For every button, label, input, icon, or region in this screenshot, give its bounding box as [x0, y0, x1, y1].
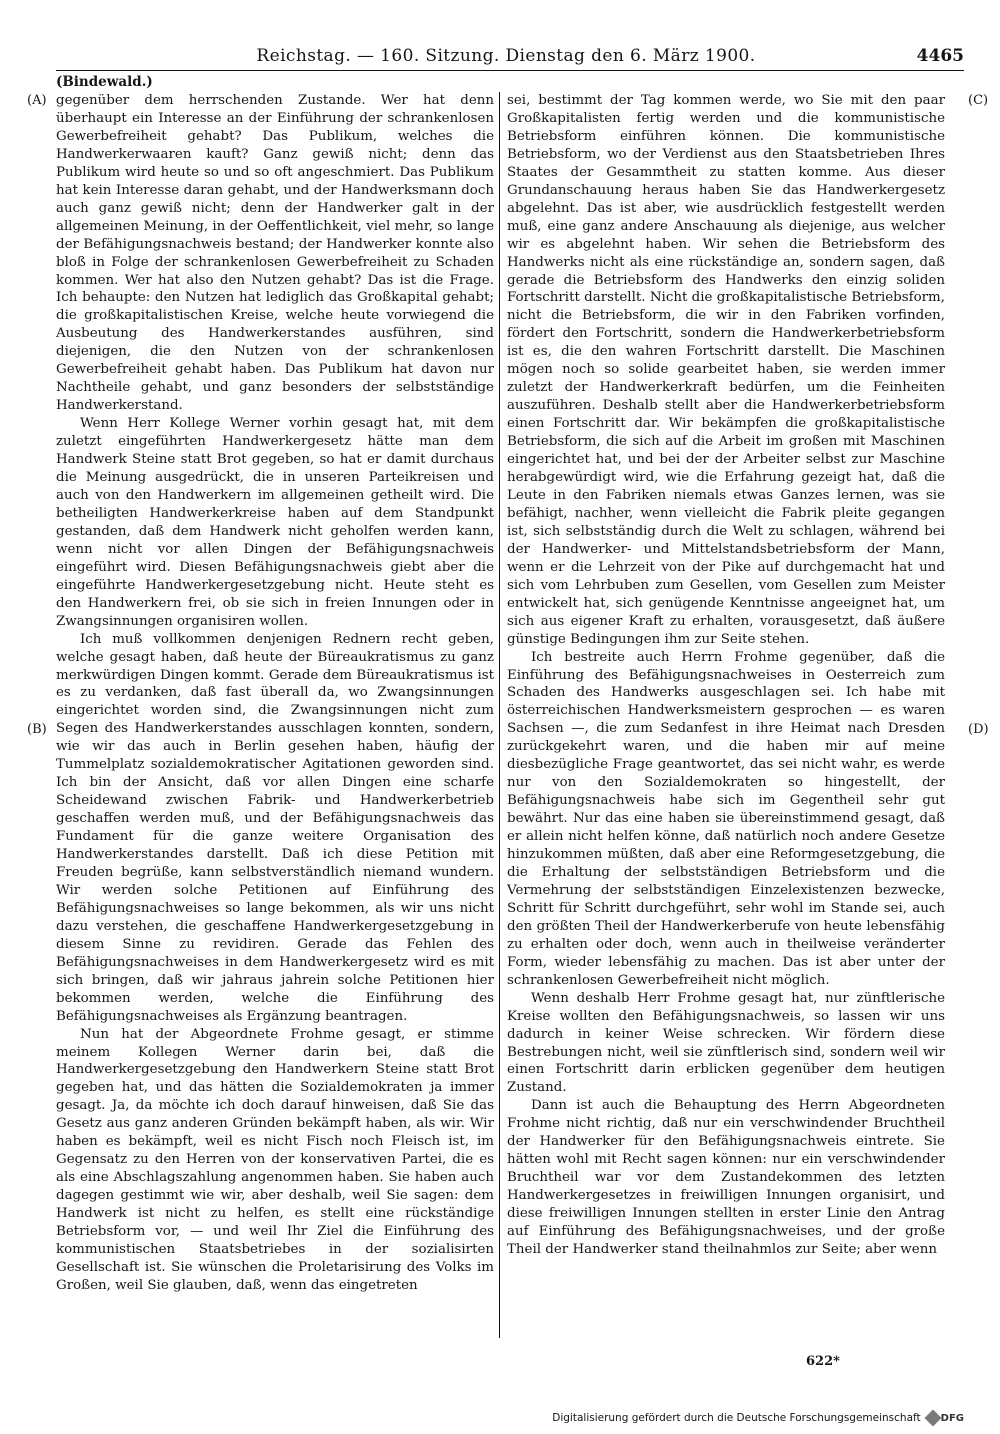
paragraph: Ich bestreite auch Herrn Frohme gegenüber, daß die Einführung des Befähigungsnachweises in Oesterreich zum Schaden des Handwerks ausgeschlagen sei. Ich habe mit österreichischen Handwerksmeistern gesprochen — es waren Sachsen —, die zum Sedanfest in ihre Heimat nach Dresden zurückgekehrt waren, und die haben mir auf meine diesbezügliche Frage geantwortet, das sei nicht wahr, es werde nur von den Sozialdemokraten so hingestellt, der Befähigungsnachweis habe sich im Gegentheil sehr gut bewährt. Nur das eine haben sie übereinstimmend gesagt, daß er allein nicht helfen könne, daß natürlich noch andere Gesetze hinzukommen müßten, daß aber eine Reformgesetzgebung, die die Erhaltung der selbstständigen Betriebsform und die Vermehrung der selbstständigen Einzelexistenzen bezwecke, Schritt für Schritt durchgeführt, sehr wohl im Stande sei, auch den größten Theil der Handwerkerberufe von heute lebensfähig zu erhalten oder doch, wenn auch in theilweise veränderter Form, wieder lebensfähig zu machen. Das ist aber unter der schrankenlosen Gewerbefreiheit nicht möglich. [507, 649, 945, 988]
paragraph: Wenn Herr Kollege Werner vorhin gesagt hat, mit dem zuletzt eingeführten Handwerkergesetz hätte man dem Handwerk Steine statt Brot gegeben, so hat er damit durchaus die Meinung ausgedrückt, die in unseren Parteikreisen und auch von den Handwerkern im allgemeinen getheilt wird. Die betheiligten Handwerkerkreise haben auf dem Standpunkt gestanden, daß dem Handwerk nicht geholfen werden kann, wenn nicht vor allen Dingen der Befähigungsnachweis eingeführt wird. Diesen Befähigungsnachweis giebt aber die eingeführte Handwerkergesetzgebung nicht. Heute steht es den Handwerkern frei, ob sie sich in freien Innungen oder in Zwangsinnungen organisiren wollen. [56, 416, 494, 629]
margin-marker-d: (D) [968, 722, 989, 737]
margin-marker-a: (A) [27, 93, 47, 108]
right-column [507, 92, 945, 1328]
header-title: Reichstag. — 160. Sitzung. Dienstag den 6. März 1900. [256, 46, 756, 66]
dfg-logo-text: DFG [940, 1412, 964, 1424]
margin-marker-b: (B) [27, 722, 47, 737]
signature-mark: 622* [806, 1354, 840, 1369]
digitization-credit [552, 1412, 964, 1424]
paragraph: Dann ist auch die Behauptung des Herrn Abgeordneten Frohme nicht richtig, daß nur ein verschwindender Bruchtheil der Handwerker für den Befähigungsnachweis eintrete. Sie hätten wohl mit Recht sagen können: nur ein verschwindender Bruchtheil war vor dem Zustandekommen des letzten Handwerkergesetzes in freiwilligen Innungen organisirt, und diese freiwilligen Innungen stellten in erster Linie den Antrag auf Einführung des Befähigungsnachweises, und der große Theil der Handwerker stand theilnahmlos zur Seite; aber wenn [507, 1098, 945, 1257]
credit-text: Digitalisierung gefördert durch die Deutsche Forschungsgemeinschaft [552, 1412, 921, 1424]
paragraph: gegenüber dem herrschenden Zustande. Wer hat denn überhaupt ein Interesse an der Einführung der schrankenlosen Gewerbefreiheit gehabt? Das Publikum, welches die Handwerkerwaaren kauft? Ganz gewiß nicht; denn das Publikum wird heute so und so oft angeschmiert. Das Publikum hat kein Interesse daran gehabt, und der Handwerksmann doch auch ganz gewiß nicht; denn der Handwerker galt in der allgemeinen Meinung, in der Oeffentlichkeit, viel mehr, so lange der Befähigungsnachweis bestand; der Handwerker konnte also bloß in Folge der schrankenlosen Gewerbefreiheit zu Schaden kommen. Wer hat also den Nutzen gehabt? Das ist die Frage. Ich behaupte: den Nutzen hat lediglich das Großkapital gehabt; die großkapitalistischen Kreise, welche heute vorwiegend die Ausbeutung des Handwerkerstandes ausführen, sind diejenigen, die den Nutzen von der schrankenlosen Gewerbefreiheit gehabt haben. Das Publikum hat davon nur Nachtheile gehabt, und ganz besonders der selbstständige Handwerkerstand. [56, 93, 494, 414]
margin-marker-c: (C) [968, 93, 989, 108]
page-header [56, 42, 964, 70]
paragraph: sei, bestimmt der Tag kommen werde, wo Sie mit den paar Großkapitalisten fertig werden und die kommunistische Betriebsform einführen können. Die kommunistische Betriebsform, wo der Verdienst aus den Staatsbetrieben Ihres Staates der Gesammtheit zu statten komme. Aus dieser Grundanschauung heraus haben Sie das Handwerkergesetz abgelehnt. Das ist aber, wie ausdrücklich festgestellt werden muß, eine ganz andere Anschauung als diejenige, aus welcher wir es abgelehnt haben. Wir sehen die Betriebsform des Handwerks nicht als eine rückständige an, sondern sagen, daß gerade die Betriebsform des Handwerks den einzig soliden Fortschritt darstellt. Nicht die großkapitalistische Betriebsform, nicht die Betriebsform, die wir in den Fabriken vorfinden, fördert den Fortschritt, sondern die Handwerkerbetriebsform ist es, die den wahren Fortschritt darstellt. Die Maschinen mögen noch so solide gearbeitet haben, sie werden immer zuletzt der Handwerkerkraft bedürfen, um die Feinheiten auszuführen. Deshalb stellt aber die Handwerkerbetriebsform einen Fortschritt dar. Wir bekämpfen die großkapitalistische Betriebsform, die sich auf die Arbeit im großen mit Maschinen eingerichtet hat, und bei der der Arbeiter selbst zur Maschine herabgewürdigt wird, wie die Erfahrung gezeigt hat, daß die Leute in den Fabriken niemals etwas Ganzes lernen, was sie befähigt, nachher, wenn vielleicht die Fabrik pleite gegangen ist, sich selbstständig durch die Welt zu schlagen, während bei der Handwerker- und Mittelstandsbetriebsform der Mann, wenn er die Lehrzeit von der Pike auf durchgemacht hat und sich vom Lehrbuben zum Gesellen, vom Gesellen zum Meister entwickelt hat, sich genügende Kenntnisse angeeignet hat, um sich aus eigener Kraft zu erhalten, vorausgesetzt, daß äußere günstige Bedingungen ihm zur Seite stehen. [507, 93, 945, 647]
speaker-label: (Bindewald.) [56, 74, 153, 90]
left-column [56, 92, 494, 1328]
paragraph: Wenn deshalb Herr Frohme gesagt hat, nur zünftlerische Kreise wollten den Befähigungsnachweis, so lassen wir uns dadurch in keiner Weise schrecken. Wir fördern diese Bestrebungen nicht, weil sie zünftlerisch sind, sondern weil wir einen Fortschritt darin erblicken gegenüber dem heutigen Zustand. [507, 990, 945, 1096]
dfg-logo-icon [924, 1410, 941, 1427]
column-divider [499, 92, 500, 1338]
paragraph: Ich muß vollkommen denjenigen Rednern recht geben, welche gesagt haben, daß heute der Büreaukratismus zu ganz merkwürdigen Dingen kommt. Gerade dem Büreaukratismus ist es zu verdanken, daß fast überall da, wo Zwangsinnungen eingerichtet worden sind, die Zwangsinnungen nicht zum Segen des Handwerkerstandes ausschlagen konnten, sondern, wie wir das auch in Berlin gesehen haben, häufig der Tummelplatz sozialdemokratischer Agitationen geworden sind. Ich bin der Ansicht, daß vor allen Dingen eine scharfe Scheidewand zwischen Fabrik- und Handwerkerbetrieb geschaffen werden muß, und der Befähigungsnachweis das Fundament für die ganze weitere Organisation des Handwerkerstandes darstellt. Daß ich diese Petition mit Freuden begrüße, kann selbstverständlich niemand wundern. Wir werden solche Petitionen auf Einführung des Befähigungsnachweises so lange bekommen, als wir uns nicht dazu verstehen, die geschaffene Handwerkergesetzgebung in diesem Sinne zu revidiren. Gerade das Fehlen des Befähigungsnachweises in dem Handwerkergesetz wird es mit sich bringen, daß wir jahraus jahrein solche Petitionen hier bekommen werden, welche die Einführung des Befähigungsnachweises als Ergänzung beantragen. [56, 631, 494, 1024]
dfg-logo [927, 1412, 964, 1424]
header-rule [56, 70, 964, 71]
page-number: 4465 [916, 46, 964, 66]
paragraph: Nun hat der Abgeordnete Frohme gesagt, er stimme meinem Kollegen Werner darin bei, daß die Handwerkergesetzgebung den Handwerkern Steine statt Brot gegeben hat, und das hätten die Sozialdemokraten ja immer gesagt. Ja, da möchte ich doch darauf hinweisen, daß Sie das Gesetz aus ganz anderen Gründen bekämpft haben, als wir. Wir haben es bekämpft, weil es nicht Fisch noch Fleisch ist, im Gegensatz zu den Herren von der konservativen Partei, die es als eine Abschlagszahlung angenommen haben. Sie haben auch dagegen gestimmt wie wir, aber deshalb, weil Sie sagen: dem Handwerk ist nicht zu helfen, es stellt eine rückständige Betriebsform vor, — und weil Ihr Ziel die Einführung des kommunistischen Staatsbetriebes in der sozialisirten Gesellschaft ist. Sie wünschen die Proletarisirung des Volks im Großen, weil Sie glauben, daß, wenn das eingetreten [56, 1026, 494, 1293]
